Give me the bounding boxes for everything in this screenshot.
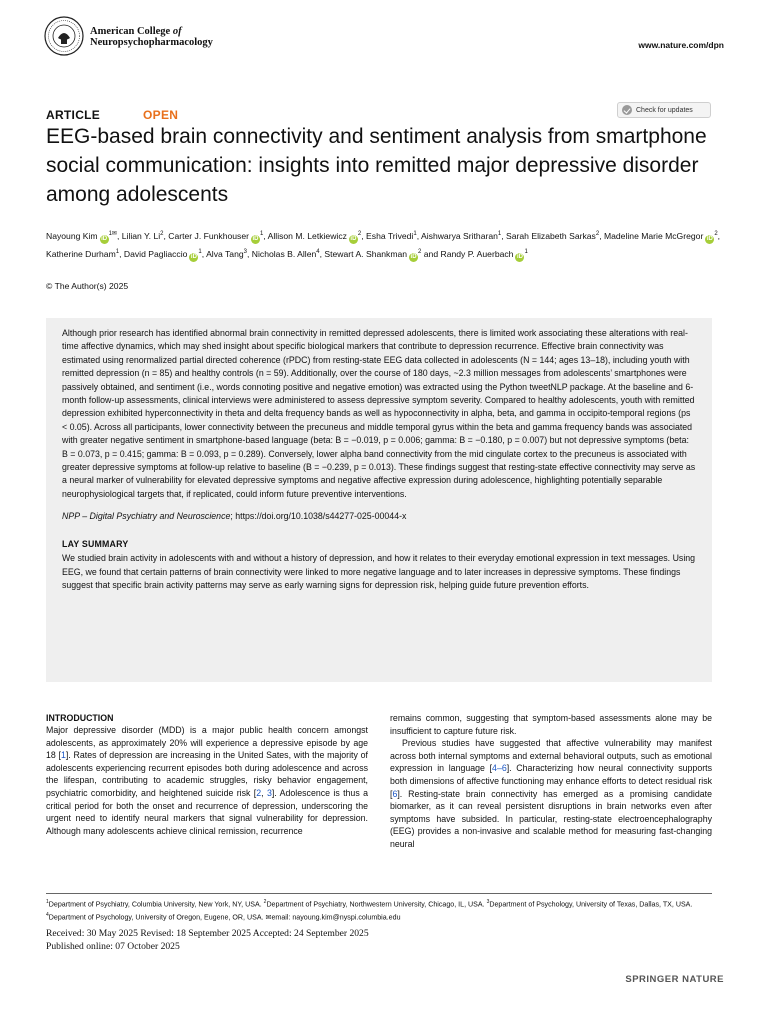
- author-name[interactable]: Nicholas B. Allen: [251, 248, 317, 259]
- author-name[interactable]: Allison M. Letkiewicz: [267, 230, 347, 241]
- orcid-icon[interactable]: iD: [706, 235, 713, 242]
- intro-paragraph-2: Previous studies have suggested that affective vulnerability may manifest across both internal symptoms and external behavioral outputs, such as emotional expression in language [4–6]. Characterizing how neural connectivity supports both dimensions of affective functioning may enhance efforts to detect residual risk [6]. Resting-state brain connectivity has emerged as a promising candidate biomarker, as it can reveal persistent disruptions in brain networks even after symptoms have subsided. In particular, resting-state electroencephalography (EEG) provides a non-invasive and scalable method for measuring fast-changing neural: [390, 738, 712, 849]
- reference-link[interactable]: 4–6: [492, 763, 507, 774]
- email-icon: ✉: [265, 913, 272, 922]
- orcid-icon[interactable]: iD: [101, 235, 108, 242]
- author-name[interactable]: Esha Trivedi: [366, 230, 414, 241]
- author-affiliation-sup: 2: [714, 231, 718, 237]
- publisher-logo: SPRINGER NATURE: [625, 974, 724, 985]
- corresponding-email[interactable]: email: nayoung.kim@nyspi.columbia.edu: [271, 913, 401, 922]
- author-name[interactable]: Aishwarya Sritharan: [421, 230, 498, 241]
- orcid-icon[interactable]: iD: [350, 235, 357, 242]
- author-affiliation-sup: 1: [115, 248, 120, 255]
- author-affiliation-sup: 2: [160, 231, 164, 237]
- reference-link[interactable]: 2: [256, 787, 262, 798]
- affiliations-footnote: $^1$Department of Psychiatry, Columbia University, New York, NY, USA. $^2$Department of Psychiatry, Northwestern University, Chicago, IL, USA. $^3$Department of Psychology, University of Texas, Dallas, TX, USA. $^4$Department of Psychology, University of Oregon, Eugene, OR, USA. ✉email: nayoung.kim@nyspi.columbia.edu: [46, 899, 693, 922]
- reference-link[interactable]: 3: [266, 787, 272, 798]
- author-affiliation-sup: 1✉: [108, 231, 117, 237]
- section-heading-introduction: INTRODUCTION: [46, 713, 114, 723]
- check-for-updates-button[interactable]: [617, 102, 711, 118]
- orcid-icon[interactable]: iD: [516, 253, 523, 260]
- check-updates-label: Check for updates: [636, 106, 693, 114]
- author-name[interactable]: Carter J. Funkhouser: [168, 230, 249, 241]
- review-dates: Received: 30 May 2025 Revised: 18 September 2025 Accepted: 24 September 2025: [46, 928, 369, 939]
- open-access-label: OPEN: [143, 108, 179, 122]
- author-name[interactable]: Katherine Durham: [46, 248, 116, 259]
- author-affiliation-sup: 2: [595, 231, 600, 237]
- author-affiliation-sup: 1: [198, 248, 202, 255]
- body-column-left: [46, 712, 368, 837]
- author-affiliation-sup: 1: [259, 231, 264, 237]
- author-affiliation-sup: 2: [357, 231, 362, 237]
- author-affiliation-sup: 3: [243, 248, 247, 255]
- check-updates-icon: [622, 105, 632, 115]
- author-affiliation-sup: 1: [524, 248, 528, 255]
- author-name[interactable]: Alva Tang: [206, 248, 244, 259]
- abstract-box: [46, 318, 712, 682]
- author-affiliation-sup: 4: [316, 248, 320, 255]
- author-affiliation-sup: 2: [418, 248, 422, 255]
- copyright-notice: © The Author(s) 2025: [46, 281, 129, 291]
- lay-summary-text: We studied brain activity in adolescents with and without a history of depression, and how it relates to their everyday emotional expression in text messages. Using EEG, we found that certain patterns of brain connectivity were linked to more negative language and to later increases in depressive symptoms. These findings suggest that specific brain activity patterns may serve as early warning signs for depression risk, helping guide future prevention efforts.: [62, 553, 696, 591]
- lay-summary-heading: LAY SUMMARY: [62, 539, 129, 550]
- intro-paragraph-1-continued: remains common, suggesting that symptom-based assessments alone may be insufficient to capture future risk.: [390, 713, 712, 736]
- author-name[interactable]: Madeline Marie McGregor: [603, 230, 704, 241]
- reference-link[interactable]: 1: [60, 750, 66, 761]
- author-name[interactable]: Stewart A. Shankman: [324, 248, 408, 259]
- article-title: EEG-based brain connectivity and sentiment analysis from smartphone social communication: insights into remitted major depressive disorder among adolescents: [46, 125, 707, 206]
- journal-logo-text: American College of Neuropsychopharmacology: [90, 26, 213, 48]
- footnote-divider: [46, 893, 712, 894]
- author-list: Nayoung Kim $iD^{1✉}$, Lilian Y. Li$^2$, Carter J. Funkhouser $iD^1$, Allison M. Letkiewicz $iD^2$, Esha Trivedi$^1$, Aishwarya Sritharan$^1$, Sarah Elizabeth Sarkas$^2$, Madeline Marie McGregor $iD^2$, Katherine Durham$^1$, David Pagliaccio $iD^1$, Alva Tang$^3$, Nicholas B. Allen$^4$, Stewart A. Shankman $iD^2$ and Randy P. Auerbach $iD^1$: [46, 230, 721, 260]
- published-date: Published online: 07 October 2025: [46, 940, 180, 952]
- orcid-icon[interactable]: iD: [190, 253, 197, 260]
- author-name[interactable]: Lilian Y. Li: [121, 230, 161, 241]
- journal-url-link[interactable]: www.nature.com/dpn: [638, 40, 724, 50]
- orcid-icon[interactable]: iD: [410, 253, 417, 260]
- author-name[interactable]: David Pagliaccio: [123, 248, 188, 259]
- body-column-right: [390, 712, 712, 851]
- article-dates: [46, 928, 369, 953]
- author-name[interactable]: Sarah Elizabeth Sarkas: [506, 230, 596, 241]
- orcid-icon[interactable]: iD: [252, 235, 259, 242]
- author-name[interactable]: Nayoung Kim: [46, 230, 98, 241]
- citation-journal: NPP – Digital Psychiatry and Neuroscience: [62, 511, 231, 522]
- abstract-text: Although prior research has identified abnormal brain connectivity in remitted depressed adolescents, there is limited work associating these alterations with real-time affective dynamics, which may shed insight about specific biological markers that contribute to depression recurrence. Effective brain connectivity was estimated using renormalized partial directed coherence (rPDC) from resting-state EEG data collected in adolescents (N = 144; ages 13–18), including youth with remitted depression (n = 85) and healthy controls (n = 59). Additionally, over the course of 180 days, ~2.3 million messages from adolescents’ smartphones were passively obtained, and sentiment (i.e., words connoting positive and negative emotion) was extracted using the Python tweetNLP package. At the baseline and 6-month follow-up assessments, clinical interviews were administered to assess depressive symptom severity. Compared to healthy adolescents, youth with remitted depression exhibited hyperconnectivity in theta and delta frequency bands as well as hypoconnectivity in alpha, beta, and gamma in occipito-temporal regions (ps < 0.05). Across all participants, lower connectivity between the precuneus and middle temporal gyrus within the beta and gamma frequency bands was associated with greater negative sentiment in smartphone-based language (beta: B = −0.019, p = 0.006; gamma: B = −0.180, p = 0.007) but not depressive symptoms (beta: B = 0.073, p = 0.415; gamma: B = 0.093, p = 0.289). Conversely, lower alpha band connectivity from the mid cingulate cortex to the precuneus is associated with greater depressive symptoms at follow-up relative to baseline (B = −0.239, p = 0.013). These findings suggest that resting-state effective connectivity may serve as a neural marker of vulnerability for elevated depressive symptoms and negative affective expression during adolescence, highlighting potentially separable neurophysiological targets that, if replicated, could inform future preventive interventions.: [62, 328, 696, 499]
- citation-doi-link[interactable]: ; https://doi.org/10.1038/s44277-025-00044-x: [230, 511, 407, 522]
- author-name[interactable]: Randy P. Auerbach: [440, 248, 514, 259]
- author-affiliation-sup: 1: [497, 231, 502, 237]
- reference-link[interactable]: 6: [392, 788, 398, 799]
- acnp-seal-icon: [44, 16, 84, 56]
- intro-paragraph-1: Major depressive disorder (MDD) is a major public health concern amongst adolescents, as approximately 20% will experience a depressive episode by age 18 [1]. Rates of depression are increasing in the United Sates, with the majority of adolescents experiencing recurrent episodes both during adolescence and across the lifespan, contributing to academic struggles, risky behavior engagement, psychiatric comorbidity, and heightened suicide risk [2, 3]. Adolescence is thus a critical period for both the onset and recurrence of depression, underscoring the urgent need to identify neural markers that signal vulnerability for depression. Although many adolescents achieve clinical remission, recurrence: [46, 725, 368, 836]
- citation-line: [62, 510, 696, 523]
- journal-header: [44, 16, 724, 58]
- author-affiliation-sup: 1: [413, 231, 417, 237]
- article-type-label: ARTICLE: [46, 108, 101, 122]
